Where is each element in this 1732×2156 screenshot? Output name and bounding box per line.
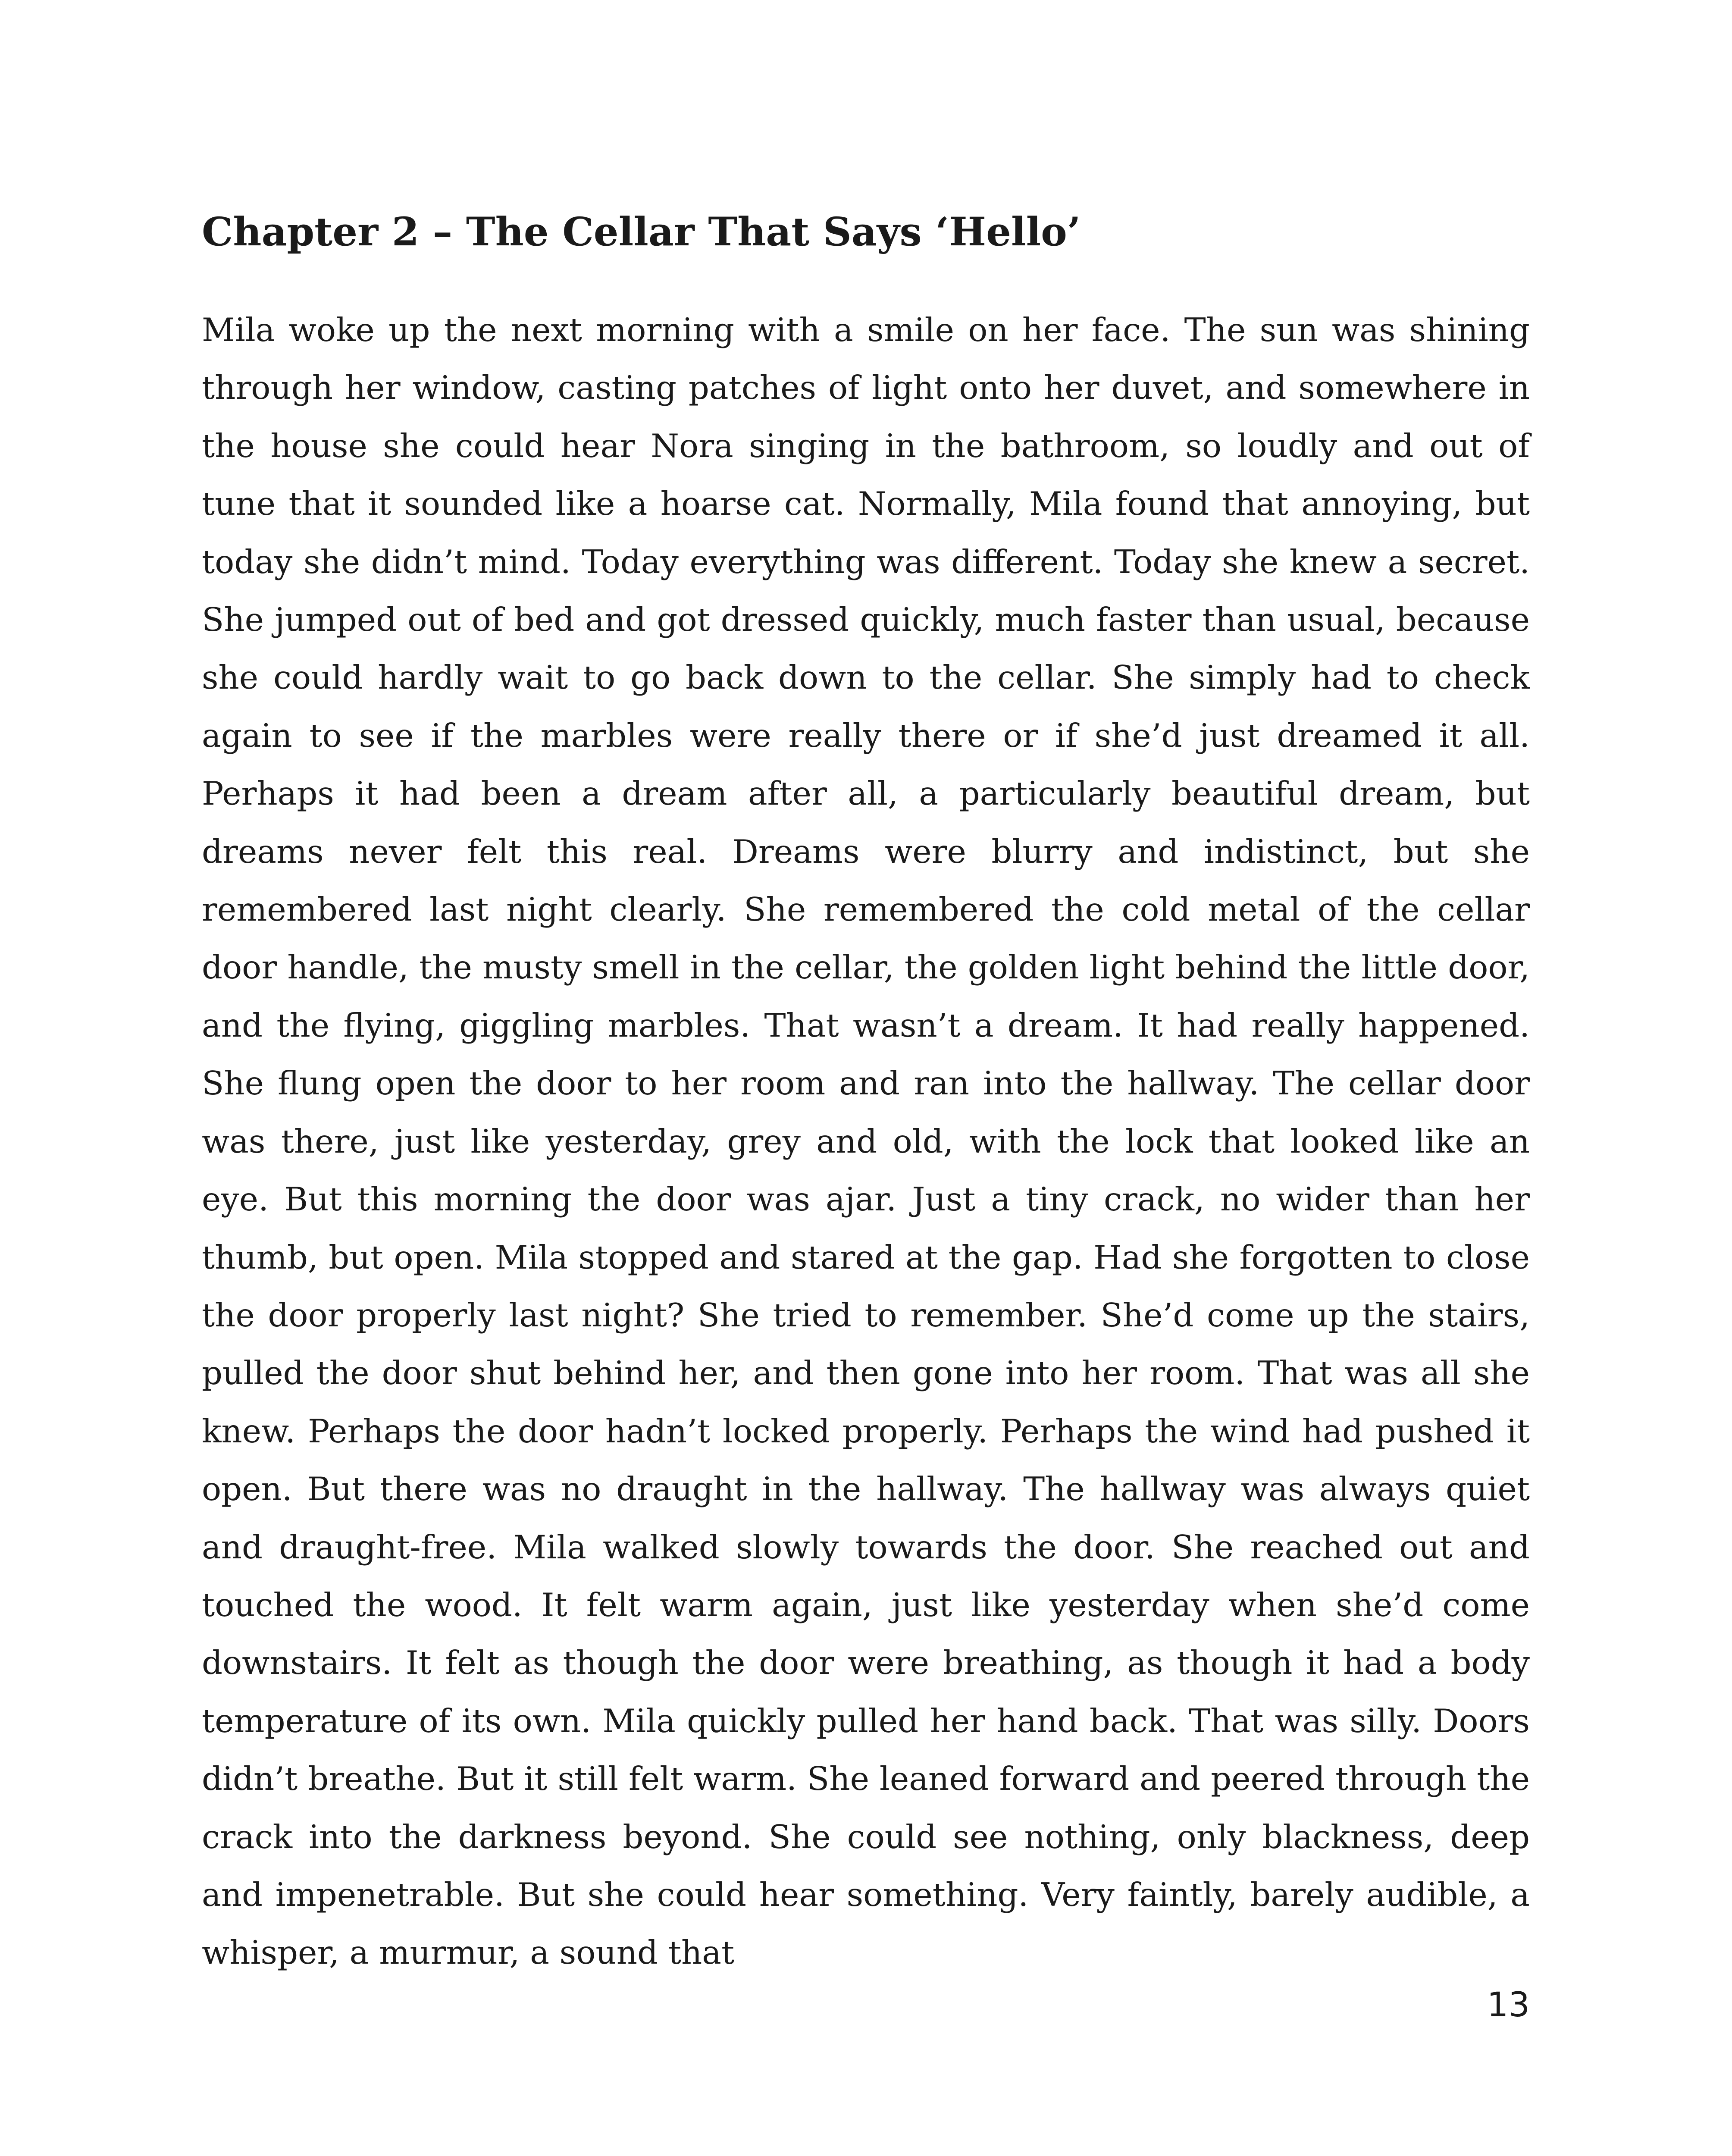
chapter-title: Chapter 2 – The Cellar That Says ‘Hello’ bbox=[202, 209, 1081, 255]
body-paragraph: Mila woke up the next morning with a smile on her face. The sun was shining through her window, casting patches of light onto her duvet, and somewhere in the house she could hear Nora singing in the bathroom, so loudly and out of tune that it sounded like a hoarse cat. Normally, Mila found that annoying, but today she didn’t mind. Today everything was different. Today she knew a secret. She jumped out of bed and got dressed quickly, much faster than usual, because she could hardly wait to go back down to the cellar. She simply had to check again to see if the marbles were really there or if she’d just dreamed it all. Perhaps it had been a dream after all, a particularly beautiful dream, but dreams never felt this real. Dreams were blurry and indistinct, but she remembered last night clearly. She remembered the cold metal of the cellar door handle, the musty smell in the cellar, the golden light behind the little door, and the flying, giggling marbles. That wasn’t a dream. It had really happened. She flung open the door to her room and ran into the hallway. The cellar door was there, just like yesterday, grey and old, with the lock that looked like an eye. But this morning the door was ajar. Just a tiny crack, no wider than her thumb, but open. Mila stopped and stared at the gap. Had she forgotten to close the door properly last night? She tried to remember. She’d come up the stairs, pulled the door shut behind her, and then gone into her room. That was all she knew. Perhaps the door hadn’t locked properly. Perhaps the wind had pushed it open. But there was no draught in the hallway. The hallway was always quiet and draught-free. Mila walked slowly towards the door. She reached out and touched the wood. It felt warm again, just like yesterday when she’d come downstairs. It felt as though the door were breathing, as though it had a body temperature of its own. Mila quickly pulled her hand back. That was silly. Doors didn’t breathe. But it still felt warm. She leaned forward and peered through the crack into the darkness beyond. She could see nothing, only blackness, deep and impenetrable. But she could hear something. Very faintly, barely audible, a whisper, a murmur, a sound that bbox=[202, 311, 1530, 1972]
page-number: 13 bbox=[1487, 1986, 1530, 2024]
